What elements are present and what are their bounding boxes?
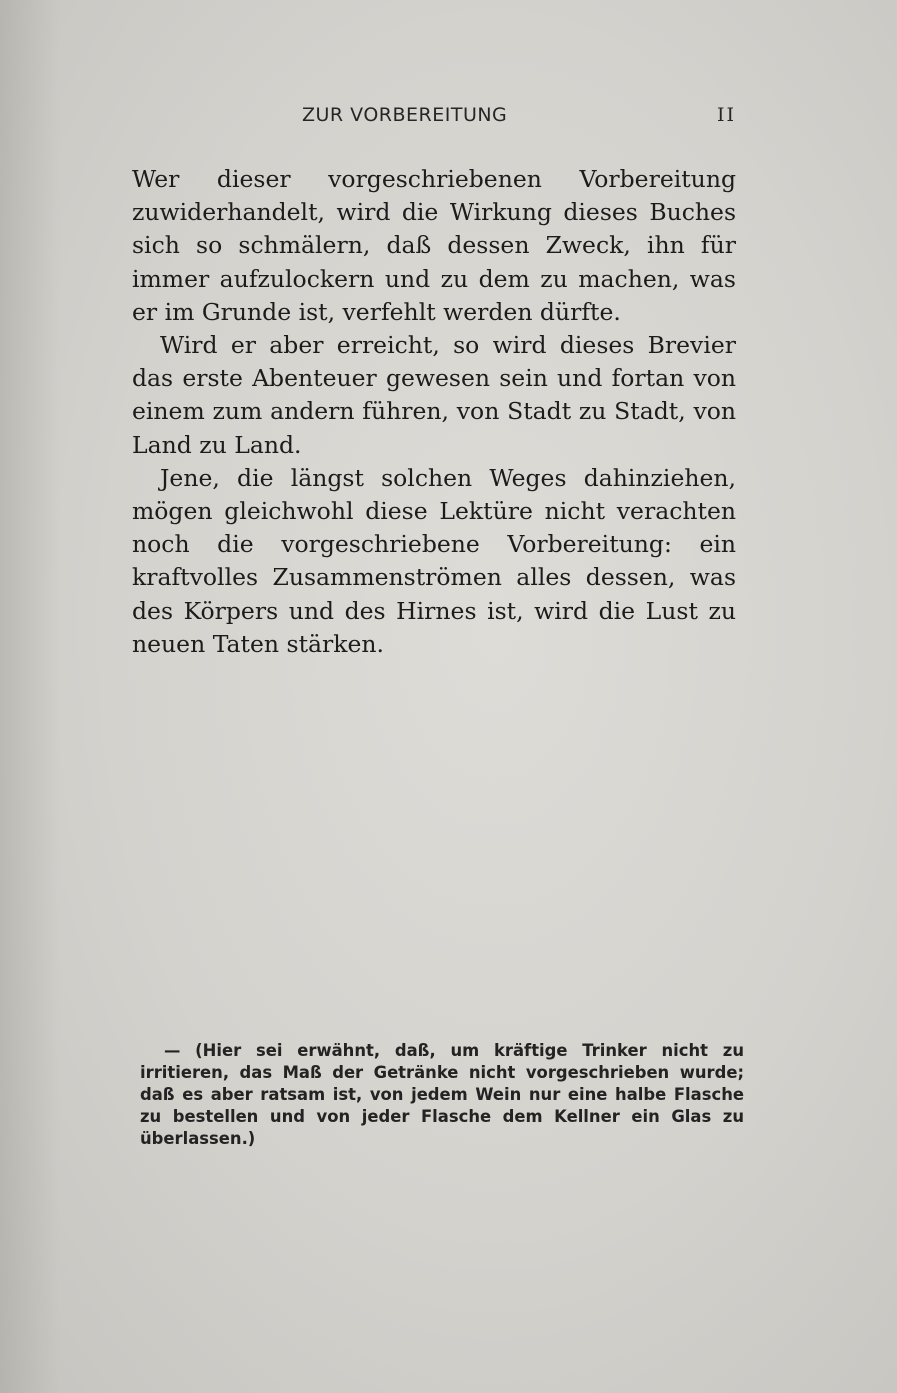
footnote (140, 1040, 744, 1150)
body-text (132, 163, 736, 661)
page-header (132, 104, 736, 134)
paragraph-2: Wird er aber erreicht, so wird dieses Brevier das erste Abenteuer gewesen sein und fortan von einem zum andern führen, von Stadt zu Stadt, von Land zu Land. (132, 331, 736, 459)
paragraph-3: Jene, die längst solchen Weges dahinziehen, mögen gleichwohl diese Lektüre nicht verachten noch die vorgeschriebene Vorbereitung: ein kraftvolles Zusammenströmen alles dessen, was des Körpers und des Hirnes ist, wird die Lust zu neuen Taten stärken. (132, 463, 736, 658)
running-title: ZUR VORBEREITUNG (302, 104, 508, 126)
footnote-text: — (Hier sei erwähnt, daß, um kräftige Trinker nicht zu irritieren, das Maß der Getränke nicht vorgeschrieben wurde; daß es aber ratsam ist, von jedem Wein nur eine halbe Flasche zu bestellen und von jeder Flasche dem Kellner ein Glas zu überlassen.) (140, 1041, 744, 1148)
paragraph-1: Wer dieser vorgeschriebenen Vorbereitung zuwiderhandelt, wird die Wirkung dieses Buches sich so schmälern, daß dessen Zweck, ihn für immer aufzulockern und zu dem zu machen, was er im Grunde ist, verfehlt werden dürfte. (132, 165, 736, 326)
page-number: II (716, 104, 736, 126)
